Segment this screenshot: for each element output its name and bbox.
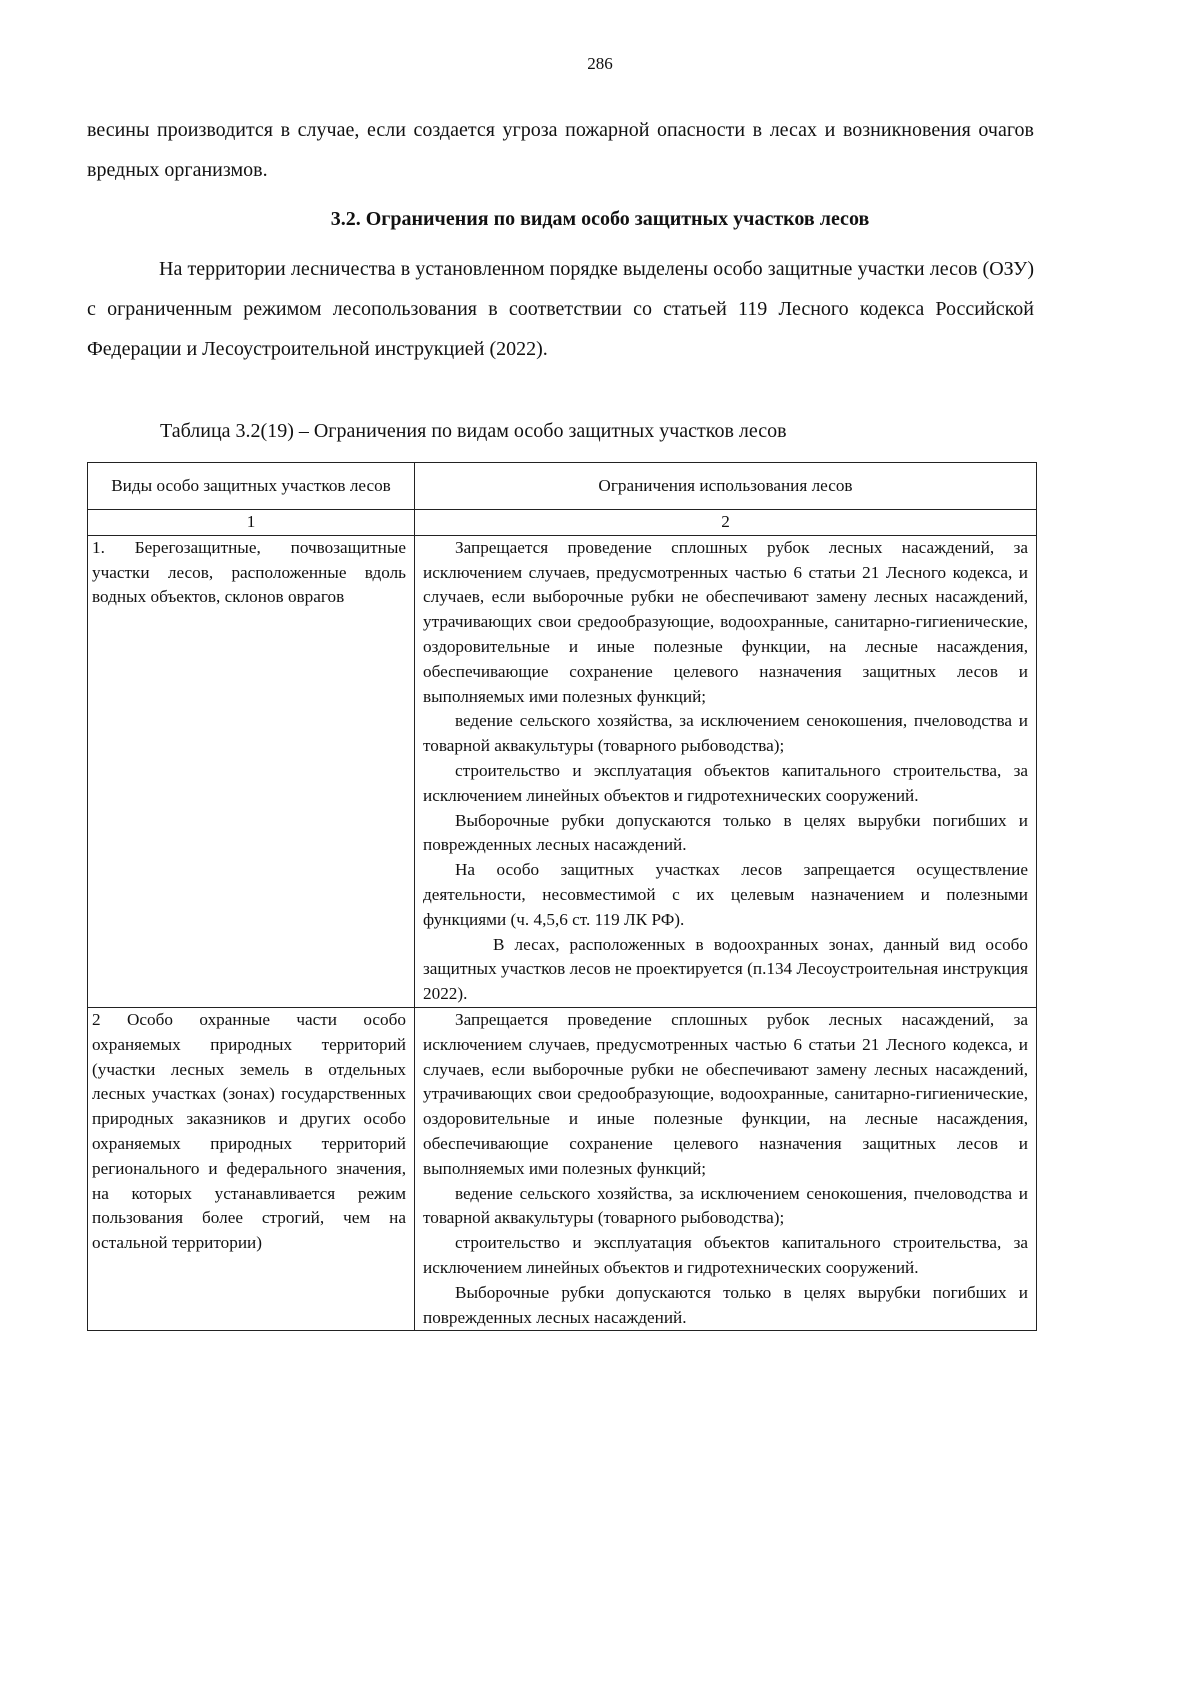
page-number: 286 [587,54,613,73]
restriction-paragraph: Запрещается проведение сплошных рубок лесных насаждений, за исключением случаев, предусмотренных частью 6 статьи 21 Лесного кодекса, и случаев, если выборочные рубки не обеспечивают замену лесных насаждений, утрачивающих свои средообразующие, водоохранные, санитарно-гигиенические, оздоровительные и иные полезные функции, на лесные насаждения, обеспечивающие сохранение целевого назначения защитных лесов и выполняемых ими полезных функций; [423,1009,1028,1178]
zone-type-cell: 2 Особо охранные части особо охраняемых природных территорий (участки лесных земель в отдельных лесных участках (зонах) государственных природных заказников и других особо охраняемых природных территорий регионального и федерального значения, на которых устанавливается режим пользования более строгий, чем на остальной территории) [88,1007,415,1330]
restrictions-cell [415,535,1037,1007]
header-protected-area-types: Виды особо защитных участков лесов [88,463,415,510]
restriction-paragraph: В лесах, расположенных в водоохранных зонах, данный вид особо защитных участков лесов не проектируется (п.134 Лесоустроительная инструкция 2022). [423,934,1028,1004]
restriction-paragraph: ведение сельского хозяйства, за исключением сенокошения, пчеловодства и товарной аквакультуры (товарного рыбоводства); [423,711,1028,756]
table-column-number-row [88,510,1037,536]
restriction-paragraph: Выборочные рубки допускаются только в целях вырубки погибших и поврежденных лесных насаждений. [423,810,1028,855]
table-header-row [88,463,1037,510]
restriction-paragraph: Выборочные рубки допускаются только в целях вырубки погибших и поврежденных лесных насаждений. [423,1282,1028,1327]
restrictions-table [87,462,1037,1331]
table-row [88,1007,1037,1330]
section-heading: 3.2. Ограничения по видам особо защитных участков лесов [330,208,870,230]
restriction-paragraph: строительство и эксплуатация объектов капитального строительства, за исключением линейных объектов и гидротехнических сооружений. [423,1233,1028,1277]
restrictions-cell [415,1007,1037,1330]
restriction-paragraph: ведение сельского хозяйства, за исключением сенокошения, пчеловодства и товарной аквакультуры (товарного рыбоводства); [423,1183,1028,1228]
section-paragraph: На территории лесничества в установленном порядке выделены особо защитные участки лесов (ОЗУ) с ограниченным режимом лесопользования в соответствии со статьей 119 Лесного кодекса Российской Федерации и Лесоустроительной инструкцией (2022). [87,258,1034,360]
restriction-paragraph: Запрещается проведение сплошных рубок лесных насаждений, за исключением случаев, предусмотренных частью 6 статьи 21 Лесного кодекса, и случаев, если выборочные рубки не обеспечивают замену лесных насаждений, утрачивающих свои средообразующие, водоохранные, санитарно-гигиенические, оздоровительные и иные полезные функции, на лесные насаждения, обеспечивающие сохранение целевого назначения защитных лесов и выполняемых ими полезных функций; [423,537,1028,706]
table-caption: Таблица 3.2(19) – Ограничения по видам особо защитных участков лесов [160,420,787,442]
restriction-paragraph: строительство и эксплуатация объектов капитального строительства, за исключением линейных объектов и гидротехнических сооружений. [423,760,1028,805]
header-forest-use-restrictions: Ограничения использования лесов [415,463,1037,510]
intro-paragraph: весины производится в случае, если создается угроза пожарной опасности в лесах и возникновения очагов вредных организмов. [87,119,1034,181]
zone-type-cell: 1. Берегозащитные, почвозащитные участки лесов, расположенные вдоль водных объектов, склонов оврагов [88,535,415,1007]
column-number-2: 2 [415,510,1037,536]
column-number-1: 1 [88,510,415,536]
table-row [88,535,1037,1007]
restriction-paragraph: На особо защитных участках лесов запрещается осуществление деятельности, несовместимой с их целевым назначением и полезными функциями (ч. 4,5,6 ст. 119 ЛК РФ). [423,860,1028,929]
